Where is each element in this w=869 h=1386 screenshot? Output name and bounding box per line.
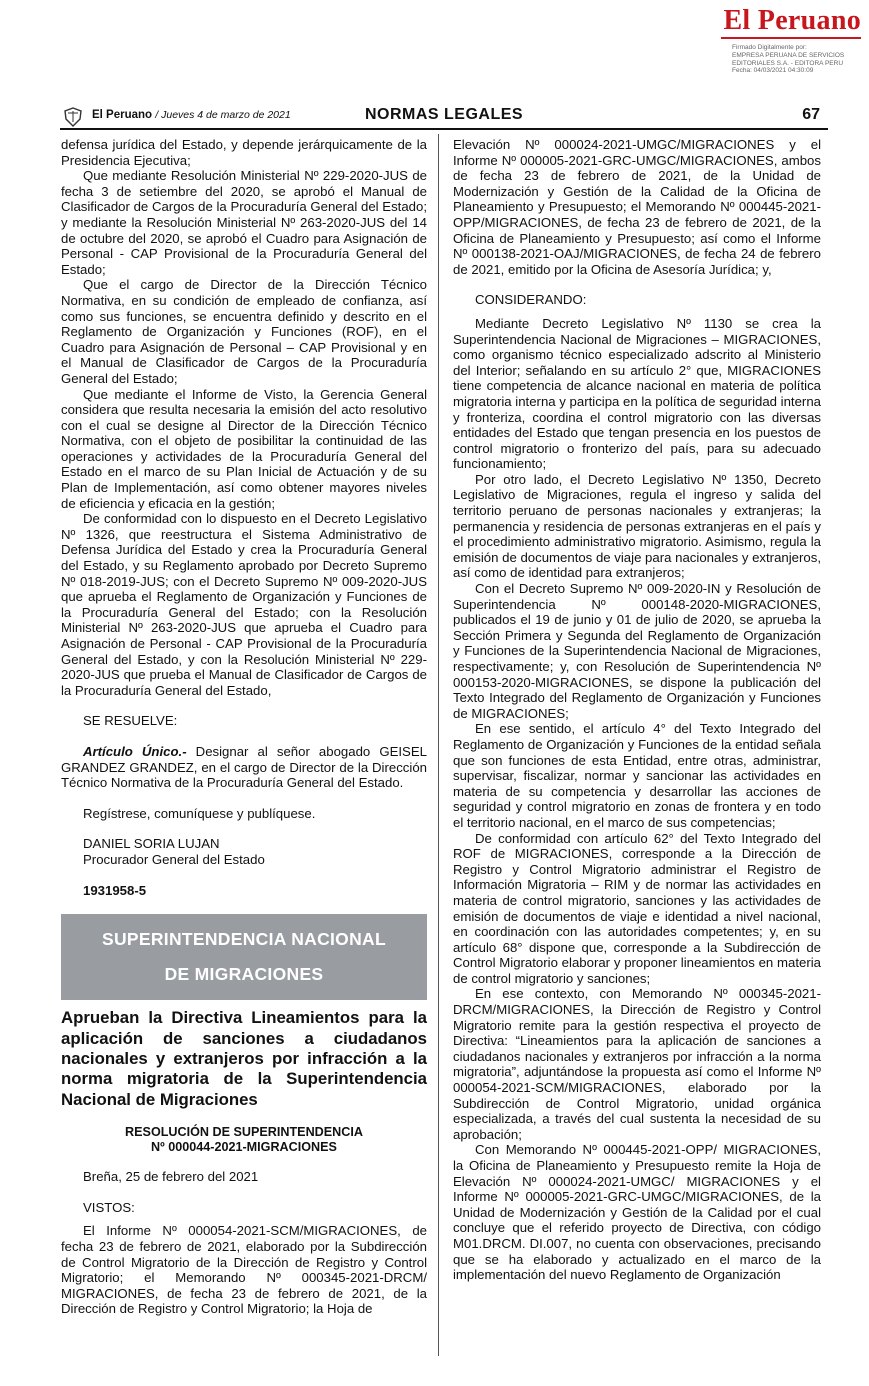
left-column	[61, 137, 427, 1317]
section-title: NORMAS LEGALES	[364, 106, 524, 123]
paragraph: Mediante Decreto Legislativo Nº 1130 se crea la Superintendencia Nacional de Migraciones – MIGRACIONES, como organismo técnico especializado adscrito al Ministerio del Interior; señalando en su artículo 2° que, MIGRACIONES tiene competencia de alcance nacional en materia de política migratoria interna y participa en la política de seguridad interna y fronteriza, coordina el control migratorio con las diversas entidades del Estado que tengan presencia en los puestos de control migratorio o fronterizo del país, para su adecuado funcionamiento;	[453, 315, 821, 472]
article-text: Designar al señor abogado GEISEL GRANDEZ GRANDEZ, en el cargo de Director de la Dirección Técnico Normativa de la Procuraduría General del Estado.	[61, 743, 427, 791]
digital-signature	[732, 44, 864, 75]
column-divider	[438, 134, 439, 1356]
masthead	[691, 6, 861, 39]
paragraph: Con el Decreto Supremo Nº 009-2020-IN y Resolución de Superintendencia Nº 000148-2020-MIGRACIONES, publicados el 19 de junio y 01 de julio de 2020, se aprueba la Sección Primera y Segunda del Reglamento de Organización y Funciones de la Superintendencia Nacional de Migraciones, respectivamente; y, con Resolución de Superintendencia Nº 000153-2020-MIGRACIONES, se dispone la publicación del Texto Integrado del Reglamento de Organización y Funciones de MIGRACIONES;	[453, 581, 821, 721]
paragraph: Elevación Nº 000024-2021-UMGC/MIGRACIONES y el Informe Nº 000005-2021-GRC-UMGC/MIGRACIONES, ambos de fecha 23 de febrero de 2021, de la Unidad de Modernización y Gestión de la Calidad de la Oficina de Planeamiento y Presupuesto; el Memorando Nº 000445-2021-OPP/MIGRACIONES, de fecha 23 de febrero de 2021, de la Oficina de Planeamiento y Presupuesto; así como el Informe Nº 000138-2021-OAJ/MIGRACIONES, de fecha 24 de febrero de 2021, emitido por la Oficina de Asesoría Jurídica; y,	[453, 137, 821, 277]
signature-line: Fecha: 04/03/2021 04:30:09	[732, 67, 814, 75]
el-peruano-logo: El Peruano	[723, 5, 861, 36]
considerando-heading: CONSIDERANDO:	[475, 292, 587, 308]
article-label: Artículo Único.-	[83, 743, 187, 759]
signer-title: Procurador General del Estado	[83, 851, 265, 867]
paragraph: En ese contexto, con Memorando Nº 000345-2021-DRCM/MIGRACIONES, la Dirección de Registro y Control Migratorio remite para la gestión respectiva el proyecto de Directiva: “Lineamientos para la aplicación de sanciones a ciudadanos nacionales y extranjeros por infracción a la norma migratoria”, adjuntándose la propuesta así como el Informe Nº 000054-2021-SCM/MIGRACIONES, elaborado por la Subdirección de Control Migratorio, unidad orgánica especializada, a través del cual sustenta la necesidad de su aprobación;	[453, 986, 821, 1142]
right-column	[453, 137, 821, 1283]
paragraph: El Informe Nº 000054-2021-SCM/MIGRACIONES, de fecha 23 de febrero de 2021, elaborado por la Subdirección de Control Migratorio de la Dirección de Registro y Control Migratorio; el Memorando Nº 000345-2021-DRCM/ MIGRACIONES, de fecha 23 de febrero de 2021, de la Dirección de Registro y Control Migratorio; la Hoja de	[61, 1223, 427, 1317]
article-paragraph	[61, 744, 427, 791]
paragraph: defensa jurídica del Estado, y depende jerárquicamente de la Presidencia Ejecutiva;	[61, 137, 427, 168]
header-paper-name: El Peruano	[92, 109, 153, 121]
place-date: Breña, 25 de febrero del 2021	[83, 1169, 259, 1185]
agency-name-line: DE MIGRACIONES	[164, 964, 324, 985]
paragraph: En ese sentido, el artículo 4° del Texto Integrado del Reglamento de Organización y Funciones de la entidad señala que son funciones de esta Entidad, entre otras, administrar, supervisar, fiscalizar, normar y sancionar las actividades en materia de su competencia y desarrollar las acciones de seguridad y control migratorio en zonas de frontera y en todo el territorio nacional, en el marco de sus competencias;	[453, 721, 821, 830]
vistos-heading: VISTOS:	[83, 1199, 135, 1215]
paragraph: De conformidad con lo dispuesto en el Decreto Legislativo Nº 1326, que reestructura el Sistema Administrativo de Defensa Jurídica del Estado y crea la Procuraduría General del Estado, y su Reglamento aprobado por Decreto Supremo Nº 018-2019-JUS; con el Decreto Supremo Nº 009-2020-JUS que aprueba el Reglamento de Organización y Funciones de la Procuraduría General del Estado; con la Resolución Ministerial Nº 263-2020-JUS que aprueba el Cuadro para Asignación de Personal - CAP Provisional de la Procuraduría General del Estado, y con la Resolución Ministerial Nº 229-2020-JUS que prueba el Manual de Clasificador de Cargos de la Procuraduría General del Estado,	[61, 511, 427, 698]
logo-underline	[721, 37, 861, 39]
agency-name-line: SUPERINTENDENCIA NACIONAL	[102, 929, 386, 950]
closing-formula: Regístrese, comuníquese y publíquese.	[83, 805, 316, 821]
page-number: 67	[802, 106, 820, 123]
header-rule	[60, 128, 828, 130]
paragraph: Que mediante Resolución Ministerial Nº 229-2020-JUS de fecha 3 de setiembre del 2020, se aprobó el Manual de Clasificador de Cargos de la Procuraduría General del Estado; y mediante la Resolución Ministerial Nº 263-2020-JUS del 14 de octubre del 2020, se aprobó el Cuadro para Asignación de Personal - CAP Provisional de la Procuraduría General del Estado;	[61, 168, 427, 277]
running-header	[60, 104, 828, 130]
resolution-number: Nº 000044-2021-MIGRACIONES	[151, 1139, 337, 1154]
paragraph: Que mediante el Informe de Visto, la Gerencia General considera que resulta necesaria la emisión del acto resolutivo con el cual se designe al Director de la Dirección Técnico Normativa, con el objeto de posibilitar la continuidad de las operaciones y actividades de la Procuraduría General del Estado en el marco de su Plan Inicial de Actuación y de su Plan de Implementación, así como obtener mayores niveles de eficiencia y eficacia en la gestión;	[61, 386, 427, 511]
resolution-title: Aprueban la Directiva Lineamientos para la aplicación de sanciones a ciudadanos nacionales y extranjeros por infracción a la norma migratoria de la Superintendencia Nacional de Migraciones	[61, 1008, 427, 1109]
signature-line: EDITORIALES S.A. - EDITORA PERU	[732, 59, 844, 67]
resolve-heading: SE RESUELVE:	[83, 713, 178, 729]
paragraph: De conformidad con artículo 62° del Texto Integrado del ROF de MIGRACIONES, corresponde a la Dirección de Registro y Control Migratorio administrar el Registro de Información Migratoria – RIM y de normar las actividades en materia de control migratorio, sanciones y las actividades de emisión de documentos de viaje e identidad a nivel nacional, en coordinación con las autoridades competentes; y, en su artículo 68° dispone que, corresponde a la Subdirección de Control Migratorio elaborar y proponer lineamientos en materia de control migratorio y sanciones;	[453, 830, 821, 986]
resolution-type: RESOLUCIÓN DE SUPERINTENDENCIA	[125, 1125, 363, 1140]
publication-code: 1931958-5	[83, 882, 147, 898]
signer-name: DANIEL SORIA LUJAN	[83, 836, 220, 852]
paragraph: Por otro lado, el Decreto Legislativo Nº 1350, Decreto Legislativo de Migraciones, regula el ingreso y salida del territorio peruano de personas nacionales y extranjeras; la permanencia y residencia de personas extranjeras en el país y el procedimiento administrativo migratorio. Asimismo, regula la emisión de documentos de viaje para nacionales y extranjeros, así como de identidad para extranjeros;	[453, 471, 821, 581]
signature-line: EMPRESA PERUANA DE SERVICIOS	[732, 51, 845, 59]
paragraph: Con Memorando Nº 000445-2021-OPP/ MIGRACIONES, la Oficina de Planeamiento y Presupuesto remite la Hoja de Elevación Nº 000024-2021-UMGC/ MIGRACIONES y el Informe Nº 000005-2021-GRC-UMGC/MIGRACIONES, de la Unidad de Modernización y Gestión de la Calidad por el cual concluye que el referido proyecto de Directiva, con código M01.DRCM. DI.007, no cuenta con observaciones, precisando que se ha elaborado y actualizado en el marco de la implementación del nuevo Reglamento de Organización	[453, 1142, 821, 1283]
agency-banner	[61, 914, 427, 1000]
signature-line: Firmado Digitalmente por:	[732, 44, 807, 51]
header-date: / Jueves 4 de marzo de 2021	[155, 109, 291, 121]
paragraph: Que el cargo de Director de la Dirección Técnico Normativa, en su condición de empleado de confianza, así como sus funciones, se encuentra definido y descrito en el Reglamento de Organización y Funciones (ROF), en el Cuadro para Asignación de Personal – CAP Provisional y en el Manual de Clasificador de Cargos de la Procuraduría General del Estado;	[61, 277, 427, 386]
